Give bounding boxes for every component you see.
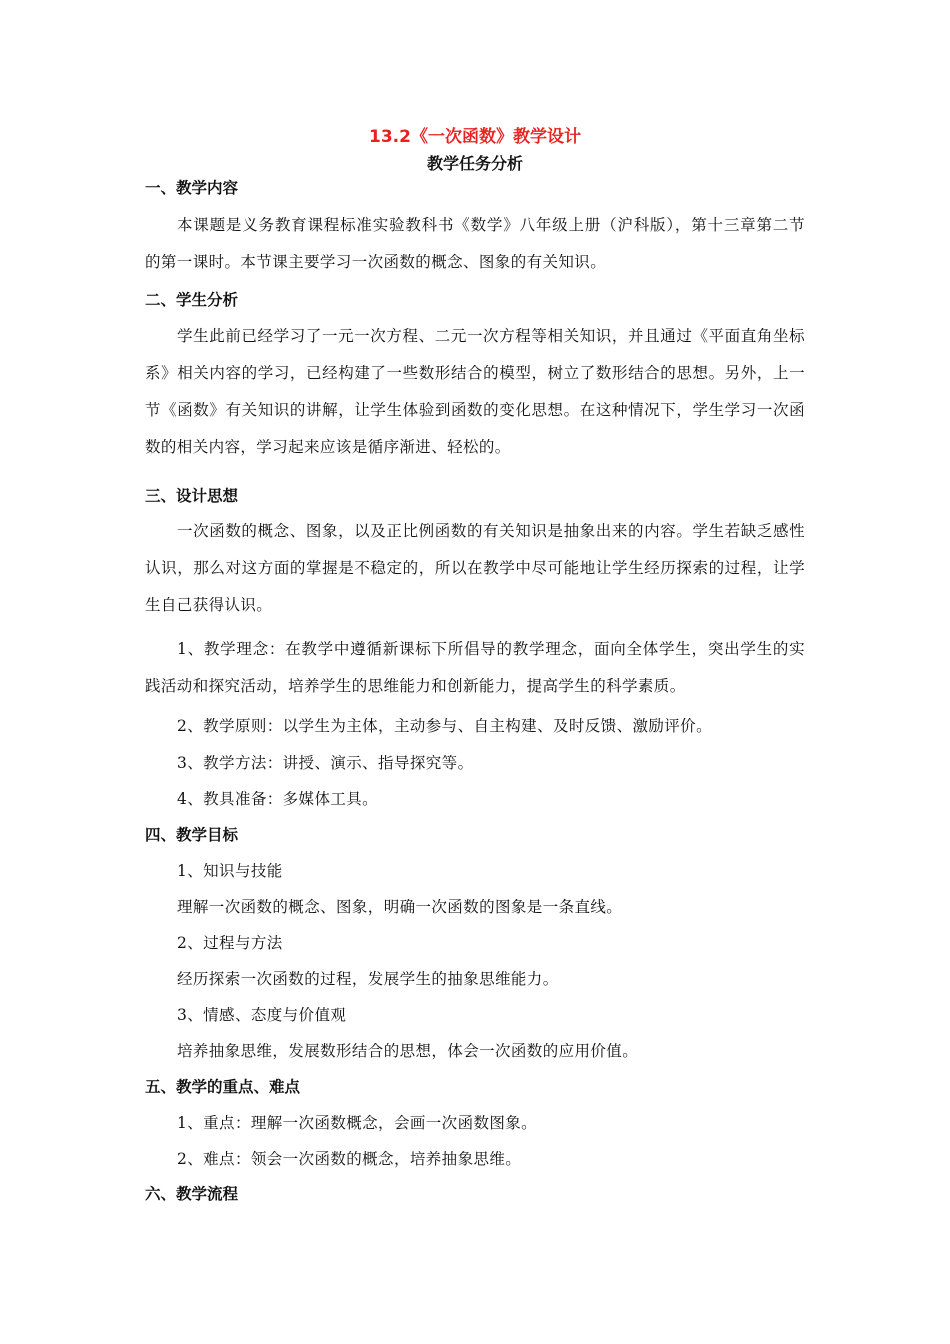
section-heading-keypoints: 五、教学的重点、难点 xyxy=(145,1078,301,1096)
document-title: 13.2《一次函数》教学设计 xyxy=(369,127,581,147)
section-heading-design: 三、设计思想 xyxy=(145,487,239,505)
design-item-tools: 4、教具准备：多媒体工具。 xyxy=(177,790,379,808)
goal-process-title: 2、过程与方法 xyxy=(177,934,283,952)
design-item-methods: 3、教学方法：讲授、演示、指导探究等。 xyxy=(177,754,474,772)
section-heading-process: 六、教学流程 xyxy=(145,1185,239,1203)
section-heading-students: 二、学生分析 xyxy=(145,291,239,309)
keypoint-focus: 1、重点：理解一次函数概念，会画一次函数图象。 xyxy=(177,1114,538,1132)
section-heading-goals: 四、教学目标 xyxy=(145,826,239,844)
goal-knowledge-title: 1、知识与技能 xyxy=(177,862,283,880)
section-paragraph-design: 一次函数的概念、图象，以及正比例函数的有关知识是抽象出来的内容。学生若缺乏感性认识，那么对这方面的掌握是不稳定的，所以在教学中尽可能地让学生经历探索的过程，让学生自己获得认识。 xyxy=(145,522,805,614)
design-item-philosophy: 1、教学理念：在教学中遵循新课标下所倡导的教学理念，面向全体学生，突出学生的实践活动和探究活动，培养学生的思维能力和创新能力，提高学生的科学素质。 xyxy=(145,640,805,695)
design-item-principles: 2、教学原则：以学生为主体，主动参与、自主构建、及时反馈、激励评价。 xyxy=(177,717,712,735)
goal-process-text: 经历探索一次函数的过程，发展学生的抽象思维能力。 xyxy=(177,970,559,988)
section-paragraph-content: 本课题是义务教育课程标准实验教科书《数学》八年级上册（沪科版），第十三章第二节的第一课时。本节课主要学习一次函数的概念、图象的有关知识。 xyxy=(145,216,805,271)
document-subtitle: 教学任务分析 xyxy=(426,154,523,173)
goal-attitude-text: 培养抽象思维，发展数形结合的思想，体会一次函数的应用价值。 xyxy=(177,1042,639,1060)
section-paragraph-students: 学生此前已经学习了一元一次方程、二元一次方程等相关知识，并且通过《平面直角坐标系》相关内容的学习，已经构建了一些数形结合的模型，树立了数形结合的思想。另外，上一节《函数》有关知识的讲解，让学生体验到函数的变化思想。在这种情况下，学生学习一次函数的相关内容，学习起来应该是循序渐进、轻松的。 xyxy=(145,327,805,456)
goal-knowledge-text: 理解一次函数的概念、图象，明确一次函数的图象是一条直线。 xyxy=(177,898,623,916)
goal-attitude-title: 3、情感、态度与价值观 xyxy=(177,1006,347,1024)
section-heading-content: 一、教学内容 xyxy=(145,179,239,197)
keypoint-difficulty: 2、难点：领会一次函数的概念，培养抽象思维。 xyxy=(177,1150,522,1168)
